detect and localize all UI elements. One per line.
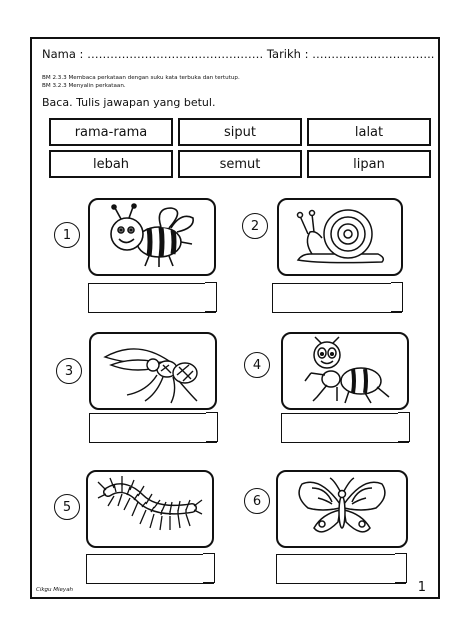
picture-box-4 <box>281 332 409 410</box>
page-number: 1 <box>417 580 426 595</box>
picture-box-3 <box>89 332 217 410</box>
butterfly-icon <box>292 474 392 544</box>
item-number-2: 2 <box>242 213 268 239</box>
bee-icon <box>97 202 207 272</box>
author-credit: Cikgu Mieyah <box>36 587 74 593</box>
answer-box-4[interactable] <box>281 413 409 443</box>
word-box-rama-rama: rama-rama <box>49 118 173 146</box>
picture-box-6 <box>276 470 408 548</box>
picture-box-5 <box>86 470 214 548</box>
answer-box-1[interactable] <box>88 283 216 313</box>
objective-line-1: BM 2.3.3 Membaca perkataan dengan suku kata terbuka dan tertutup. <box>42 75 240 81</box>
objective-line-2: BM 3.2.3 Menyalin perkataan. <box>42 83 126 89</box>
picture-box-2 <box>277 198 403 276</box>
word-box-siput: siput <box>178 118 302 146</box>
answer-box-5[interactable] <box>86 554 214 584</box>
answer-box-2[interactable] <box>272 283 402 313</box>
item-number-1: 1 <box>54 222 80 248</box>
instruction-text: Baca. Tulis jawapan yang betul. <box>42 96 216 109</box>
centipede-icon <box>94 474 206 544</box>
answer-box-6[interactable] <box>276 554 406 584</box>
word-box-lebah: lebah <box>49 150 173 178</box>
item-number-4: 4 <box>244 352 270 378</box>
word-box-lalat: lalat <box>307 118 431 146</box>
word-box-lipan: lipan <box>307 150 431 178</box>
worksheet-frame <box>30 37 440 599</box>
item-number-5: 5 <box>54 494 80 520</box>
word-box-semut: semut <box>178 150 302 178</box>
fly-icon <box>97 335 209 407</box>
item-number-6: 6 <box>244 488 270 514</box>
snail-icon <box>290 202 390 272</box>
ant-icon <box>291 335 399 407</box>
name-date-line: Nama : ………………………………….…… Tarikh : ………………………….. <box>42 47 435 61</box>
picture-box-1 <box>88 198 216 276</box>
answer-box-3[interactable] <box>89 413 217 443</box>
item-number-3: 3 <box>56 358 82 384</box>
